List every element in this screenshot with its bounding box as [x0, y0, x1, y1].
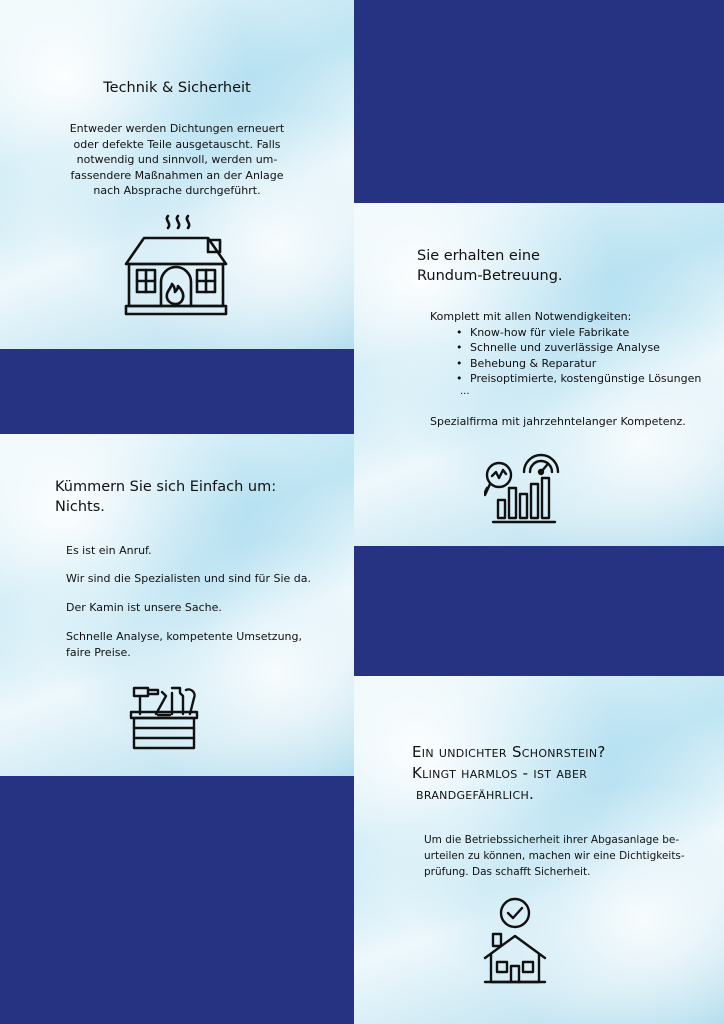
panel-schornstein: [354, 676, 724, 1024]
title-line: Rundum-Betreuung.: [417, 268, 563, 284]
body-line: notwendig und sinnvoll, werden um-: [76, 153, 278, 166]
list-item: • Preisoptimierte, kostengünstige Lösungen: [454, 371, 701, 386]
analytics-chart-icon: [484, 450, 560, 526]
panel-kuemmern: [0, 434, 354, 776]
specialist-note: Spezialfirma mit jahrzehntelanger Kompetenz.: [430, 415, 686, 428]
house-check-icon: [483, 896, 547, 986]
body-line: fassendere Maßnahmen an der Anlage: [70, 168, 284, 182]
list-item: • Know-how für viele Fabrikate: [454, 325, 701, 340]
body-line: nach Absprache durchgeführt.: [93, 184, 261, 197]
body-line: Wir sind die Spezialisten und sind für Sie da.: [66, 572, 311, 585]
panel-body: [424, 832, 704, 880]
title-line: Klingt harmlos - ist aber: [412, 764, 588, 782]
panel-body: [40, 121, 314, 199]
body-line: Entweder werden Dichtungen erneuert: [69, 122, 285, 135]
body-line: Der Kamin ist unsere Sache.: [66, 601, 222, 614]
list-item: • Schnelle und zuverlässige Analyse: [454, 340, 701, 355]
title-line: Sie erhalten eine: [417, 248, 540, 264]
panel-rundum-betreuung: [354, 203, 724, 546]
list-item: • Behebung & Reparatur: [454, 356, 701, 371]
panel-title: Technik & Sicherheit: [103, 80, 251, 96]
body-line: Um die Betriebssicherheit ihrer Abgasanlage be-: [424, 834, 680, 846]
panel-technik-sicherheit: [0, 0, 354, 349]
feature-list: [454, 325, 701, 386]
body-line: Schnelle Analyse, kompetente Umsetzung,: [66, 630, 302, 643]
panel-title: [412, 742, 606, 805]
title-line: Ein undichter Schonrstein?: [412, 743, 606, 761]
title-line: brandgefährlich.: [416, 785, 535, 803]
panel-title: [417, 246, 563, 286]
panel-title: [55, 477, 276, 517]
body-line: oder defekte Teile ausgetauscht. Falls: [73, 137, 281, 151]
house-fire-icon: [123, 212, 229, 318]
title-line: Nichts.: [55, 499, 105, 515]
body-line: urteilen zu können, machen wir eine Dichtigkeits-: [424, 850, 685, 862]
toolbox-icon: [128, 684, 200, 752]
body-line: prüfung. Das schafft Sicherheit.: [424, 866, 591, 878]
list-lead: Komplett mit allen Notwendigkeiten:: [430, 310, 632, 323]
body-line: Es ist ein Anruf.: [66, 544, 152, 557]
title-line: Kümmern Sie sich Einfach um:: [55, 479, 277, 495]
list-ellipsis: ...: [460, 386, 470, 397]
body-line: faire Preise.: [66, 646, 131, 659]
